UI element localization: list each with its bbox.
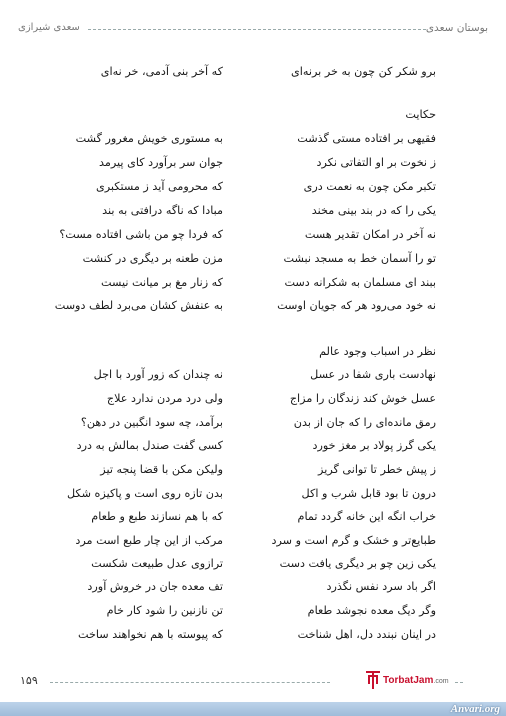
s1-c3-misra-2: که محرومی آید ز مستکبری [96, 180, 223, 193]
s2-c12-misra-2: که پیوسته با هم نخواهند ساخت [77, 628, 223, 641]
s1-c3-misra-1: تکبر مکن چون به نعمت دری [303, 180, 436, 193]
book-title: بوستان سعدی [425, 22, 488, 34]
logo-text-wrap [383, 675, 449, 686]
s1-c5-misra-2: که فردا چو من باشی افتاده مست؟ [59, 228, 223, 241]
s1-c1-misra-2: به مستوری خویش مغرور گشت [75, 132, 223, 145]
s2-c8-misra-1: طبایع‌تر و خشک و گرم است و سرد [271, 534, 436, 547]
s2-c12-misra-1: در اینان نبندد دل، اهل شناخت [297, 628, 436, 641]
logo-domain: .com [433, 678, 449, 685]
s1-c4-misra-1: یکی را که در بند بینی مخند [311, 204, 436, 217]
s1-c6-misra-2: مزن طعنه بر دیگری در کنشت [82, 252, 223, 265]
intro-misra-1: برو شکر کن چون به خر برنه‌ای [291, 65, 436, 78]
s2-c3-misra-2: برآمد، چه سود انگبین در دهن؟ [80, 416, 223, 429]
s2-c6-misra-1: درون تا بود قابل شرب و اکل [301, 487, 436, 500]
s2-c4-misra-1: یکی گرز پولاد بر مغز خورد [312, 439, 436, 452]
s1-c2-misra-1: ز نخوت بر او التفاتی نکرد [316, 156, 436, 169]
s2-c5-misra-1: ز پیش خطر تا توانی گریز [318, 463, 436, 476]
page-footer [0, 668, 506, 716]
s1-c8-misra-2: به عنفش کشان می‌برد لطف دوست [54, 299, 223, 312]
s2-c1-misra-2: نه چندان که زور آورد با اجل [93, 368, 223, 381]
s2-c10-misra-1: اگر باد سرد نفس نگذرد [326, 580, 436, 593]
page-number: ۱۵۹ [20, 674, 38, 687]
s1-c7-misra-2: که زنار مغ بر میانت نیست [101, 276, 223, 289]
s2-c7-misra-2: که با هم نسازند طبع و طعام [91, 510, 223, 523]
s1-c6-misra-1: تو را آسمان خط به مسجد نبشت [283, 252, 436, 265]
torbatjam-logo[interactable] [365, 670, 475, 692]
s1-c4-misra-2: مبادا که ناگه درافتی به بند [102, 204, 223, 217]
s2-c9-misra-2: ترازوی عدل طبیعت شکست [91, 557, 223, 570]
s2-c7-misra-1: خراب انگه این خانه گردد تمام [297, 510, 436, 523]
section-title-hekayat: حکایت [405, 108, 436, 121]
header-divider [88, 29, 426, 30]
s1-c5-misra-1: نه آخر در امکان تقدیر هست [304, 228, 436, 241]
s1-c1-misra-1: فقیهی بر افتاده مستی گذشت [297, 132, 436, 145]
s2-c11-misra-2: تن نازنین را شود کار خام [106, 604, 223, 617]
s1-c8-misra-1: نه خود می‌رود هر که جویان اوست [277, 299, 436, 312]
torbatjam-logo-icon [365, 670, 381, 690]
s2-c10-misra-2: تف معده جان در خروش آورد [87, 580, 223, 593]
s2-c3-misra-1: رمق مانده‌ای را که جان از بدن [293, 416, 436, 429]
page-header [0, 22, 506, 42]
intro-misra-2: که آخر بنی آدمی، خر نه‌ای [100, 65, 223, 78]
s2-c4-misra-2: کسی گفت صندل بمالش به درد [76, 439, 223, 452]
s1-c2-misra-2: جوان سر برآورد کای پیرمد [99, 156, 223, 169]
s2-c5-misra-2: ولیکن مکن با قضا پنجه تیز [100, 463, 223, 476]
s2-c2-misra-1: عسل خوش کند زندگان را مزاج [289, 392, 436, 405]
watermark-bar [0, 702, 506, 716]
s1-c7-misra-1: ببند ای مسلمان به شکرانه دست [284, 276, 436, 289]
footer-divider [50, 682, 330, 683]
author-name: سعدی شیرازی [18, 22, 80, 33]
s2-c6-misra-2: بدن تازه روی است و پاکیزه شکل [66, 487, 223, 500]
s2-c11-misra-1: وگر دیگ معده نجوشد طعام [307, 604, 436, 617]
logo-text: TorbatJam [383, 675, 434, 686]
s2-c8-misra-2: مرکب از این چار طبع است مرد [75, 534, 223, 547]
s2-c1-misra-1: نهادست باری شفا در عسل [310, 368, 436, 381]
watermark-text: Anvari.org [450, 703, 500, 715]
s2-c2-misra-2: ولی درد مردن ندارد علاج [106, 392, 223, 405]
s2-c9-misra-1: یکی زین چو بر دیگری یافت دست [279, 557, 436, 570]
footer-divider-end [455, 682, 463, 683]
section-title-asbab: نظر در اسباب وجود عالم [319, 345, 436, 358]
